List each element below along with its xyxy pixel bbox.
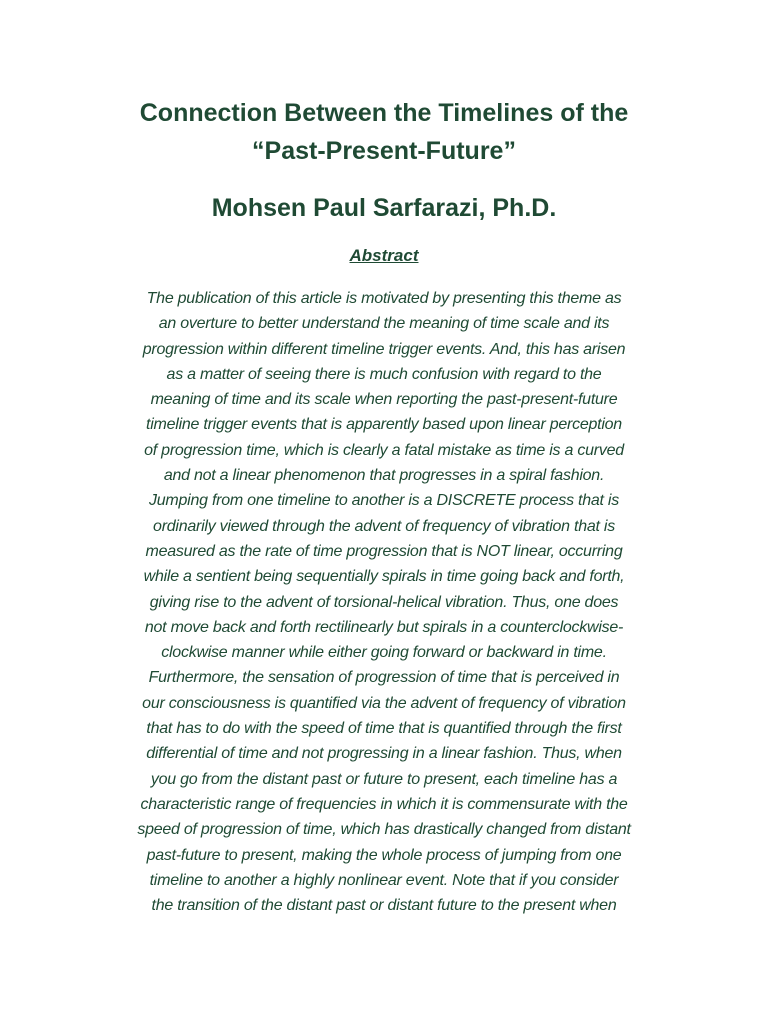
abstract-line: Furthermore, the sensation of progression of time that is perceived in <box>148 669 620 687</box>
abstract-heading: Abstract <box>349 246 419 265</box>
abstract-line: timeline to another a highly nonlinear event. Note that if you consider <box>149 871 619 889</box>
title-line-2: “Past-Present-Future” <box>252 137 516 165</box>
abstract-line: clockwise manner while either going forward or backward in time. <box>161 644 607 662</box>
abstract-line: not move back and forth rectilinearly but spirals in a counterclockwise- <box>144 618 624 636</box>
abstract-line: timeline trigger events that is apparently based upon linear perception <box>146 416 622 434</box>
author-name: Mohsen Paul Sarfarazi, Ph.D. <box>211 194 557 222</box>
abstract-body <box>80 286 688 918</box>
abstract-line: Jumping from one timeline to another is a DISCRETE process that is <box>149 492 619 510</box>
abstract-line: our consciousness is quantified via the advent of frequency of vibration <box>142 694 626 712</box>
abstract-line: measured as the rate of time progression that is NOT linear, occurring <box>145 542 623 560</box>
abstract-line: ordinarily viewed through the advent of frequency of vibration that is <box>153 517 615 535</box>
abstract-line: past-future to present, making the whole process of jumping from one <box>146 846 622 864</box>
abstract-line: meaning of time and its scale when reporting the past-present-future <box>150 391 618 409</box>
title-line-1: Connection Between the Timelines of the <box>139 99 629 127</box>
abstract-line: that has to do with the speed of time that is quantified through the first <box>146 720 622 738</box>
abstract-line: differential of time and not progressing in a linear fashion. Thus, when <box>146 745 622 763</box>
abstract-line: characteristic range of frequencies in which it is commensurate with the <box>140 795 628 813</box>
abstract-line: and not a linear phenomenon that progresses in a spiral fashion. <box>163 467 605 485</box>
abstract-line: of progression time, which is clearly a fatal mistake as time is a curved <box>144 441 624 459</box>
abstract-line: The publication of this article is motivated by presenting this theme as <box>146 290 622 307</box>
abstract-line: giving rise to the advent of torsional-helical vibration. Thus, one does <box>149 593 619 611</box>
abstract-line: an overture to better understand the meaning of time scale and its <box>158 315 610 333</box>
abstract-line: speed of progression of time, which has drastically changed from distant <box>137 821 631 839</box>
abstract-line: while a sentient being sequentially spirals in time going back and forth, <box>143 568 625 586</box>
abstract-line: the transition of the distant past or distant future to the present when <box>151 897 617 915</box>
abstract-line: you go from the distant past or future to present, each timeline has a <box>150 770 618 788</box>
abstract-line: progression within different timeline trigger events. And, this has arisen <box>142 340 626 358</box>
abstract-line: as a matter of seeing there is much confusion with regard to the <box>166 365 602 383</box>
